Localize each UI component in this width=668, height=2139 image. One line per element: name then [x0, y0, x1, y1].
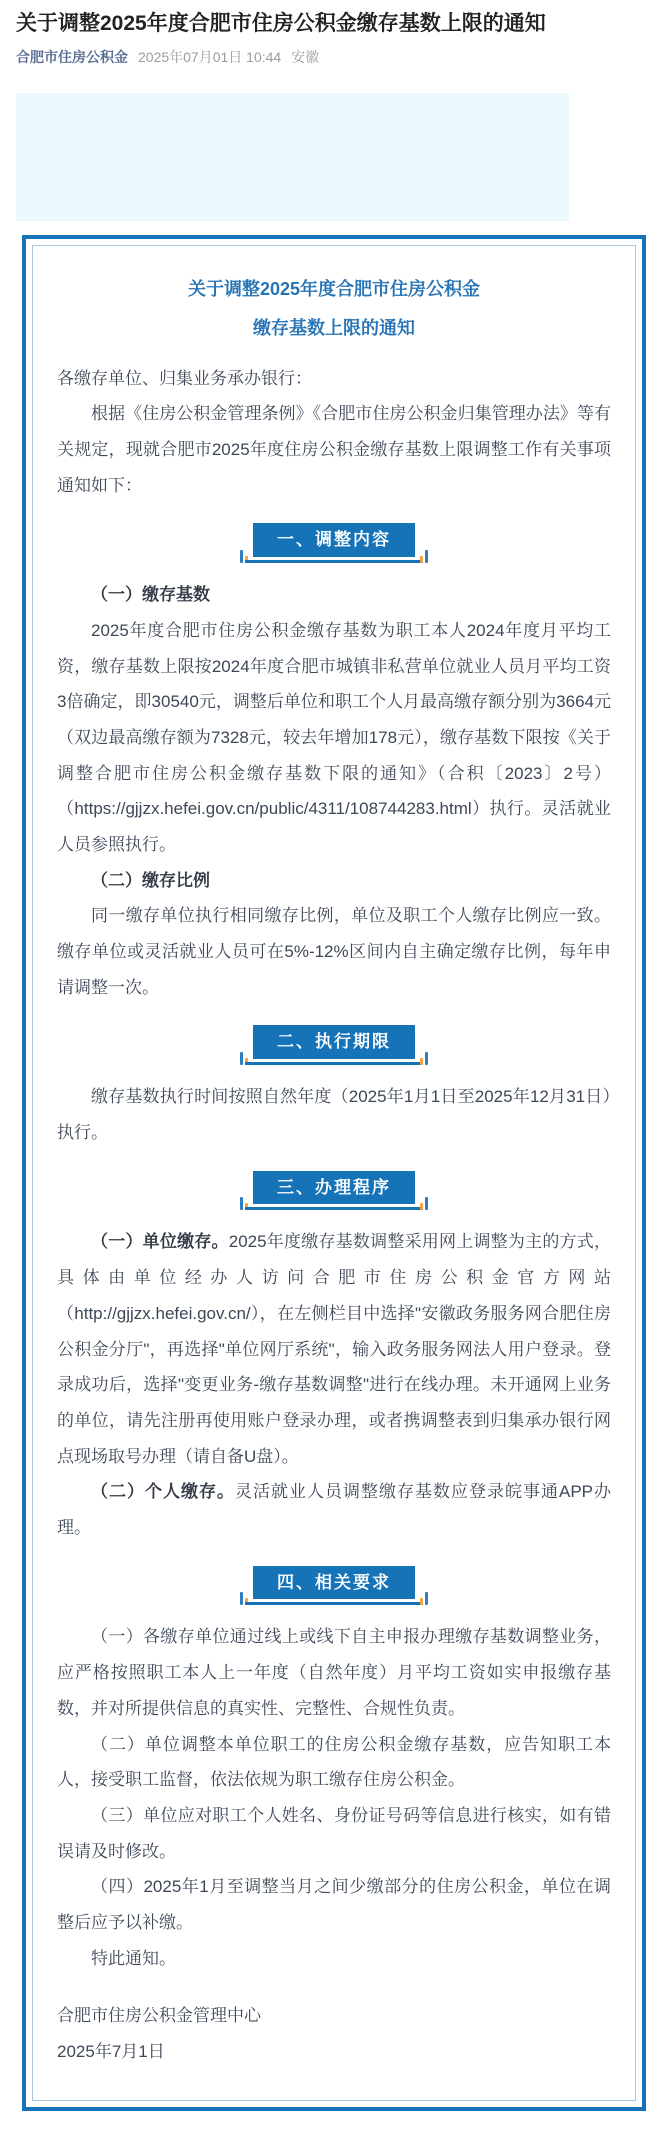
- badge-stack: [253, 1171, 415, 1211]
- section4-badge: [57, 1566, 611, 1606]
- badge-right-decoration-icon: [420, 550, 428, 563]
- section1-badge: [57, 523, 611, 563]
- publish-date: 2025年07月01日 10:44: [138, 48, 282, 65]
- account-name-link[interactable]: 合肥市住房公积金: [16, 48, 128, 65]
- badge-right-decoration-icon: [420, 1592, 428, 1605]
- notice-document-inner: [32, 245, 636, 2101]
- notice-document: [22, 235, 646, 2111]
- section3-badge-label: 三、办理程序: [253, 1171, 415, 1205]
- section1-item2-subhead: （二）缴存比例: [91, 870, 210, 890]
- section3-item2-body: 灵活就业人员调整缴存基数应登录皖事通APP办理。: [57, 1482, 611, 1537]
- section4-paragraph4: （四）2025年1月至调整当月之间少缴部分的住房公积金，单位在调整后应予以补缴。: [57, 1877, 611, 1932]
- signature-org: 合肥市住房公积金管理中心: [57, 2006, 261, 2026]
- section2-badge: [57, 1025, 611, 1065]
- section3-item1-lead: （一）单位缴存。: [91, 1232, 229, 1252]
- section1-item1-body: 2025年度合肥市住房公积金缴存基数为职工本人2024年度月平均工资，缴存基数上限按2024年度合肥市城镇非私营单位就业人员月平均工资3倍确定，即30540元，调整后单位和职工个人月最高缴存额分别为3664元（双边最高缴存额为7328元，较去年增加178元），缴存基数下限按《关于调整合肥市住房公积金缴存基数下限的通知》（合积〔2023〕2号）（https://gjjzx.hefei.gov.cn/public/4311/108744283.html）执行。灵活就业人员参照执行。: [57, 620, 611, 855]
- badge-right-decoration-icon: [420, 1052, 428, 1065]
- intro-paragraph: 根据《住房公积金管理条例》《合肥市住房公积金归集管理办法》等有关规定，现就合肥市2025年度住房公积金缴存基数上限调整工作有关事项通知如下：: [57, 404, 611, 495]
- byline: [16, 47, 652, 67]
- section3-item1: [57, 1224, 611, 1474]
- section2-paragraph: 缴存基数执行时间按照自然年度（2025年1月1日至2025年12月31日）执行。: [57, 1087, 611, 1142]
- section4-paragraph2: （二）单位调整本单位职工的住房公积金缴存基数，应告知职工本人，接受职工监督，依法依规为职工缴存住房公积金。: [57, 1734, 611, 1790]
- section3-item2: [57, 1474, 611, 1545]
- page-title: 关于调整2025年度合肥市住房公积金缴存基数上限的通知: [16, 12, 546, 35]
- notice-heading-line1: 关于调整2025年度合肥市住房公积金: [187, 278, 481, 299]
- section4-paragraph3: （三）单位应对职工个人姓名、身份证号码等信息进行核实，如有错误请及时修改。: [57, 1805, 611, 1861]
- signature-date: 2025年7月1日: [57, 2042, 165, 2061]
- section3-item2-lead: （二）个人缴存。: [91, 1482, 235, 1502]
- salutation: 各缴存单位、归集业务承办银行：: [57, 368, 312, 388]
- badge-underline: [245, 1062, 423, 1065]
- section4-paragraph1: （一）各缴存单位通过线上或线下自主申报办理缴存基数调整业务，应严格按照职工本人上一年度（自然年度）月平均工资如实申报缴存基数，并对所提供信息的真实性、完整性、合规性负责。: [57, 1627, 611, 1718]
- badge-right-decoration-icon: [420, 1197, 428, 1210]
- section4-badge-label: 四、相关要求: [253, 1566, 415, 1600]
- section2-badge-label: 二、执行期限: [253, 1025, 415, 1059]
- badge-underline: [245, 1207, 423, 1210]
- notice-heading-line2: 缴存基数上限的通知: [253, 318, 415, 339]
- section1-item1-subhead: （一）缴存基数: [91, 585, 210, 605]
- badge-underline: [245, 1602, 423, 1605]
- section1-badge-label: 一、调整内容: [253, 523, 415, 557]
- notice-heading: [57, 270, 611, 349]
- section3-item1-body: 2025年度缴存基数调整采用网上调整为主的方式，具体由单位经办人访问合肥市住房公积金官方网站（http://gjjzx.hefei.gov.cn/），在左侧栏目中选择"安徽政务服务网合肥住房公积金分厅"，再选择"单位网厅系统"，输入政务服务网法人用户登录。登录成功后，选择"变更业务-缴存基数调整"进行在线办理。未开通网上业务的单位，请先注册再使用账户登录办理，或者携调整表到归集承办银行网点现场取号办理（请自备U盘）。: [57, 1232, 611, 1466]
- section3-badge: [57, 1171, 611, 1211]
- badge-stack: [253, 1566, 415, 1606]
- section1-item2-body: 同一缴存单位执行相同缴存比例，单位及职工个人缴存比例应一致。缴存单位或灵活就业人员可在5%-12%区间内自主确定缴存比例，每年申请调整一次。: [57, 906, 611, 997]
- badge-underline: [245, 560, 423, 563]
- publish-location: 安徽: [291, 48, 320, 65]
- badge-stack: [253, 1025, 415, 1065]
- banner-image: [16, 93, 569, 221]
- closing-line: 特此通知。: [91, 1948, 176, 1968]
- signature-block: [57, 1998, 611, 2069]
- badge-stack: [253, 523, 415, 563]
